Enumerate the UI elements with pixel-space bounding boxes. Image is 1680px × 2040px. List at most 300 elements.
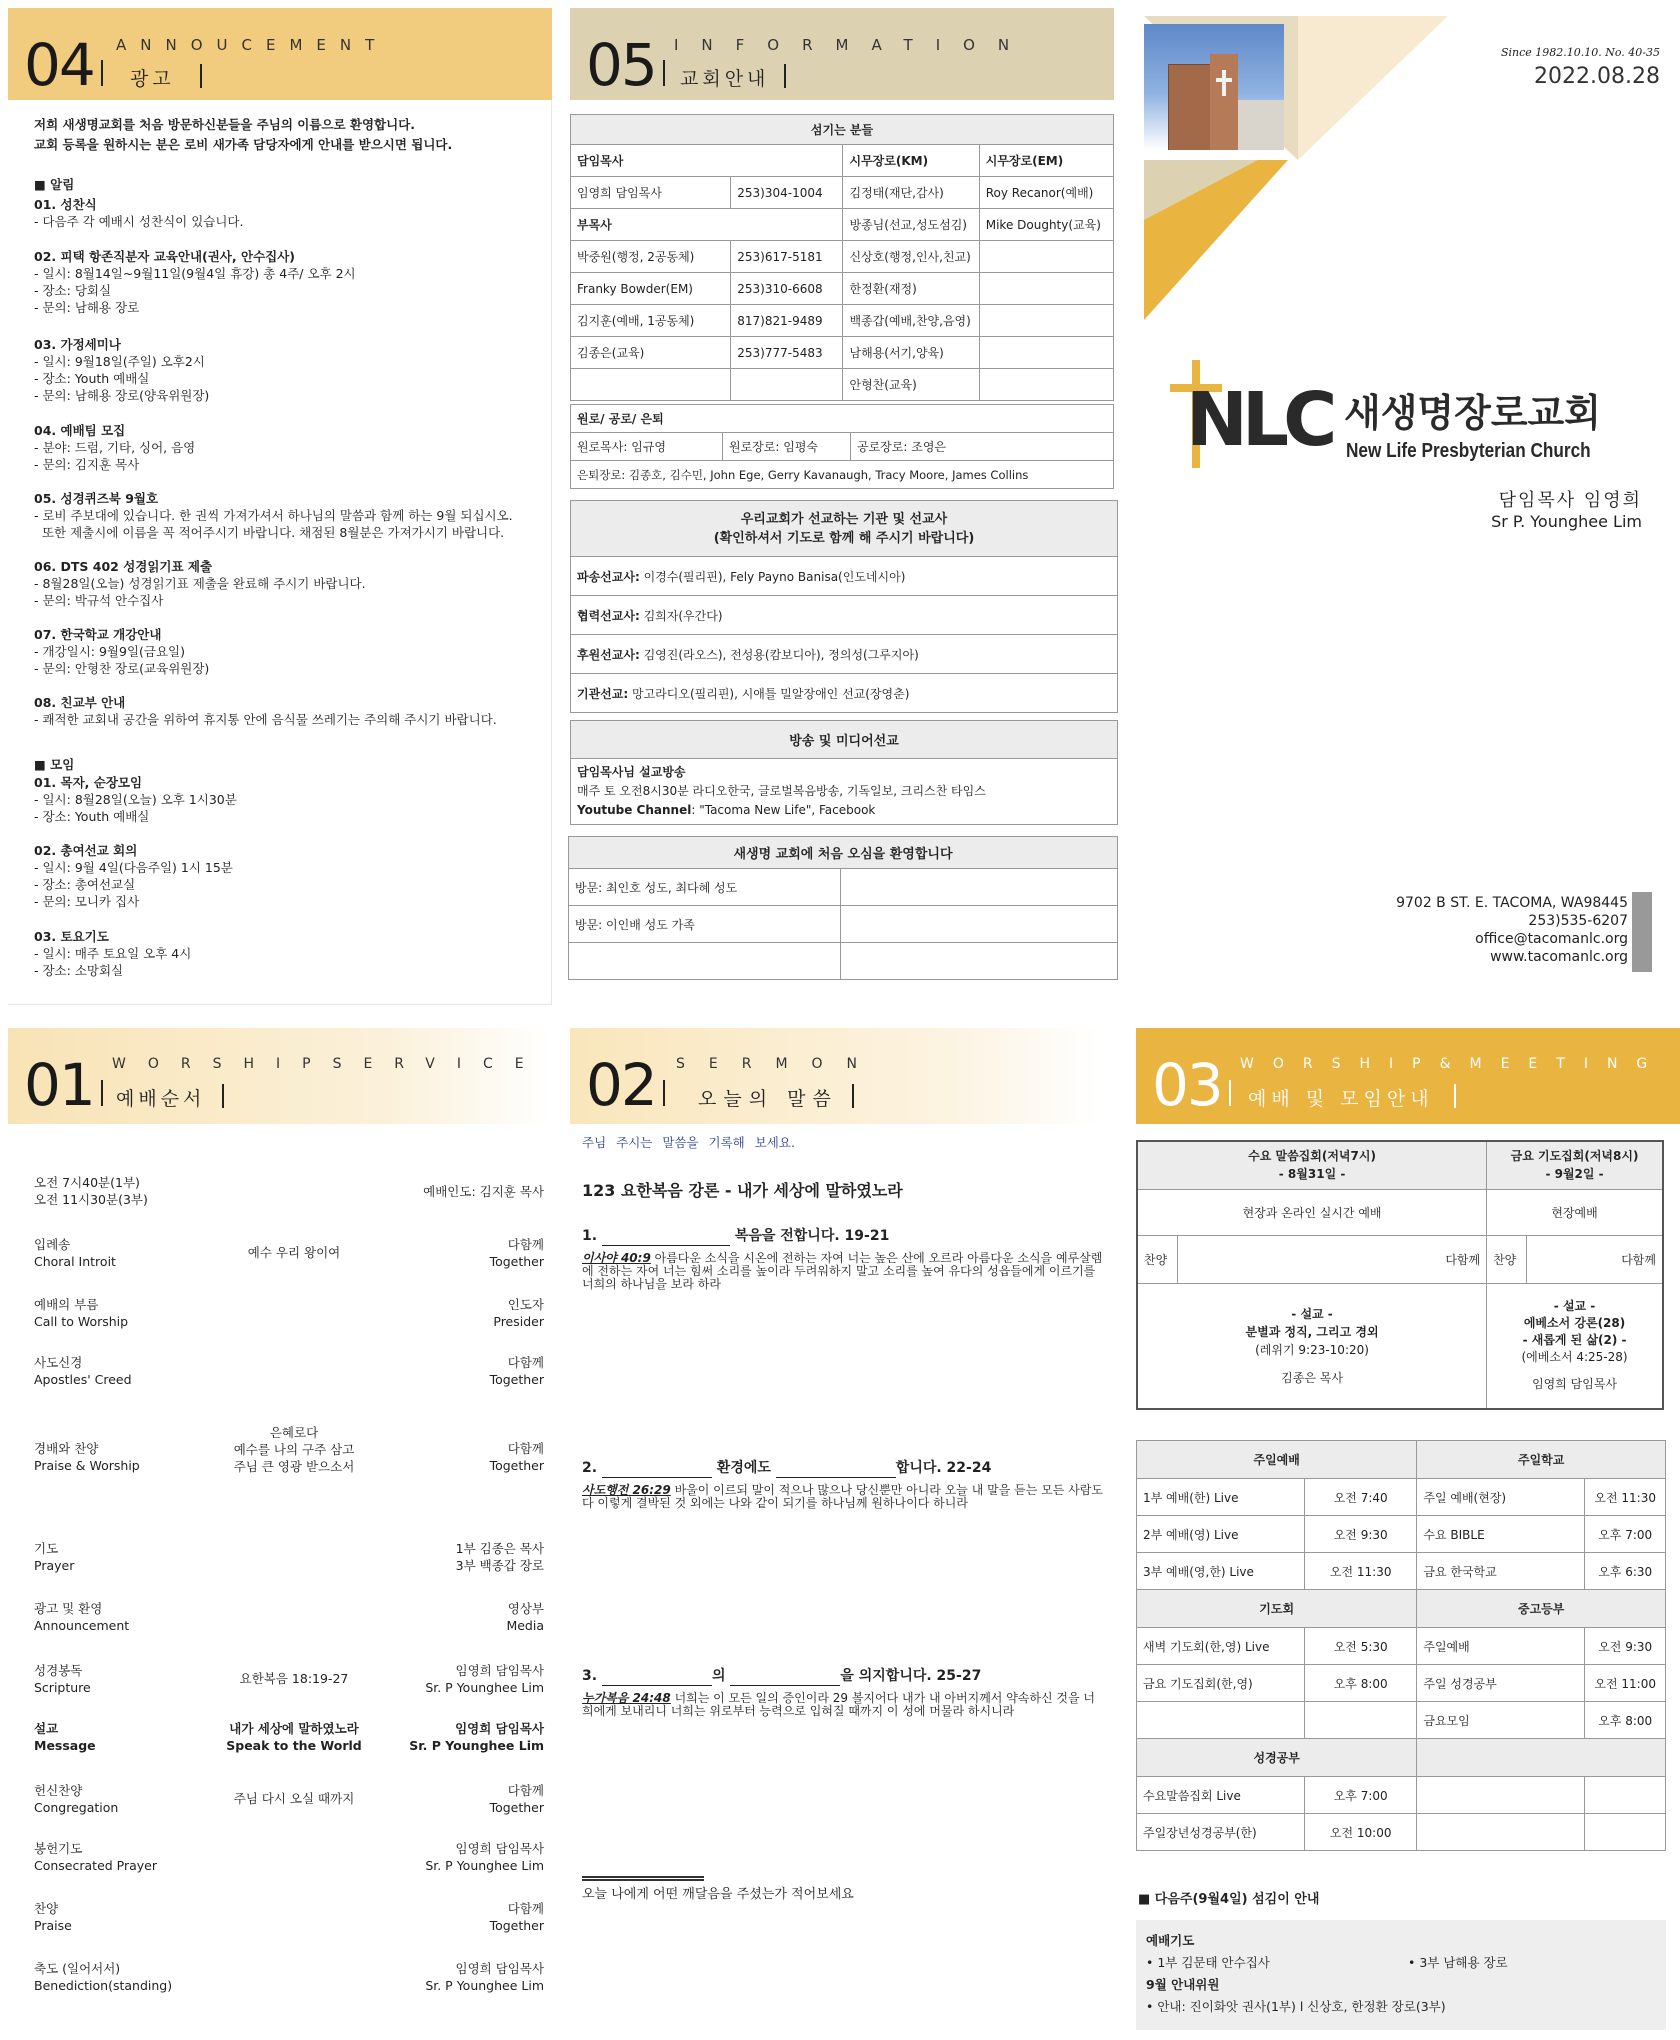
empty-cell [979, 273, 1113, 305]
order-label [34, 1782, 118, 1816]
fill-blank[interactable] [602, 1672, 712, 1686]
km-elder: 신상호(행정,인사,친교) [843, 241, 979, 273]
worship-leader: 예배인도: 김지훈 목사 [423, 1184, 544, 1199]
order-content-line: 주님 다시 오실 때까지 [233, 1791, 355, 1806]
order-label [34, 1900, 72, 1934]
wed-preacher: 김종은 목사 [1281, 1370, 1343, 1385]
meeting-header [1136, 1028, 1680, 1124]
since-label: Since 1982.10.10. No. 40-35 [1500, 46, 1660, 59]
order-leader-en: Together [489, 1918, 544, 1933]
schedule-time: 오후 7:00 [1305, 1777, 1417, 1814]
cross-icon [1216, 78, 1232, 82]
reflect-rule [582, 1876, 704, 1881]
fri-sermon-subtitle: - 새롭게 된 삶(2) - [1522, 1333, 1627, 1348]
order-row [34, 1425, 544, 1480]
section-title-en: SERMON [676, 1056, 882, 1072]
order-label-ko: 경배와 찬양 [34, 1441, 99, 1456]
order-label-ko: 입례송 [34, 1237, 71, 1252]
youth-title: 중고등부 [1417, 1590, 1666, 1628]
order-leader [490, 1354, 544, 1388]
merit-elder: 공로장로: 조영은 [851, 433, 1114, 461]
order-leader-en: Sr. P Younghee Lim [425, 1680, 544, 1695]
order-row [34, 1662, 544, 1702]
next-week-heading: ■ 다음주(9월4일) 섬김이 안내 [1138, 1892, 1320, 1907]
order-label-ko: 광고 및 환영 [34, 1601, 103, 1616]
divider [663, 1080, 665, 1106]
elder-pastor: 원로목사: 임규영 [571, 433, 723, 461]
section-title-ko: 오늘의 말씀 [698, 1088, 838, 1110]
mission-text: 망고라디오(필리핀), 시애틀 밀알장애인 선교(장영춘) [628, 686, 910, 701]
order-leader-ko: 1부 김종은 목사 [455, 1541, 544, 1556]
col-pastor: 담임목사 [571, 145, 843, 177]
order-content-line: 예수 우리 왕이여 [247, 1245, 341, 1260]
schedule-time: 오후 8:00 [1305, 1665, 1417, 1702]
pastor-ko: 담임목사 임영희 [1498, 490, 1642, 511]
fri-title: 금요 기도집회(저녁8시) [1510, 1149, 1639, 1164]
verse-reference: 누가복음 24:48 [582, 1691, 671, 1705]
wed-sermon-title: 분별과 정직, 그리고 경외 [1245, 1324, 1379, 1339]
schedule-name: 수요말씀집회 Live [1137, 1777, 1305, 1814]
order-label-en: Message [34, 1738, 96, 1753]
church-name-en: New Life Presbyterian Church [1346, 440, 1591, 462]
order-label [34, 1960, 172, 1994]
order-leader [425, 1662, 544, 1696]
prayer-service-1: • 1부 김문태 안수집사 [1146, 1955, 1270, 1970]
welcome-table [568, 836, 1118, 980]
address: 9702 B ST. E. TACOMA, WA98445 [1396, 895, 1628, 911]
gathering-table [1136, 1140, 1664, 1410]
divider [852, 1084, 854, 1108]
announcement-line: - 다음주 각 예배시 성찬식이 있습니다. [34, 214, 244, 229]
order-label-ko: 축도 (일어서서) [34, 1961, 121, 1976]
section-number: 04 [24, 31, 94, 99]
order-content-line: 주님 큰 영광 받으소서 [233, 1459, 355, 1474]
alarm-heading: ■ 알림 [34, 177, 75, 192]
announcement-header [8, 8, 552, 100]
order-leader-en: Together [489, 1372, 544, 1387]
verse-text: 바울이 이르되 말이 적으나 많으나 당신뿐만 아니라 오늘 내 말을 듣는 모든 사람도 다 이렇게 결박된 것 외에는 나와 같이 되기를 하나님께 원하나이다 하니라 [582, 1483, 1103, 1510]
cover-panel [1128, 0, 1680, 1010]
order-label-en: Benediction(standing) [34, 1978, 173, 1993]
schedule-time: 오전 9:30 [1305, 1516, 1417, 1553]
order-content-line: 내가 세상에 말하였노라 [229, 1721, 359, 1736]
visitor: 방문: 이인배 성도 가족 [569, 906, 841, 943]
mission-label: 파송선교사: [577, 569, 640, 584]
intro-line-1: 저희 새생명교회를 처음 방문하신분들을 주님의 이름으로 환영합니다. [34, 117, 416, 132]
schedule-name: 주일장년성경공부(한) [1137, 1814, 1305, 1851]
order-label [34, 1720, 96, 1754]
km-elder: 백종갑(예배,찬양,음영) [843, 305, 979, 337]
meeting-line: - 일시: 8월28일(오늘) 오후 1시30분 [34, 792, 237, 807]
order-leader [456, 1540, 544, 1574]
order-label-ko: 찬양 [34, 1901, 59, 1916]
announcement-title: 01. 성찬식 [34, 197, 97, 212]
assoc-phone: 253)777-5483 [731, 337, 843, 369]
order-label-ko: 헌신찬양 [34, 1783, 83, 1798]
elders-table [570, 404, 1114, 489]
information-header [570, 8, 1114, 100]
announcement-title: 06. DTS 402 성경읽기표 제출 [34, 559, 213, 574]
point-number: 3. [582, 1668, 602, 1684]
order-content [184, 1670, 404, 1687]
order-leader [425, 1960, 544, 1994]
divider [1229, 1080, 1231, 1106]
school-title: 주일학교 [1417, 1441, 1666, 1479]
schedule-time: 오전 5:30 [1305, 1628, 1417, 1665]
announcement-title: 08. 친교부 안내 [34, 695, 126, 710]
media-label: 담임목사님 설교방송 [577, 765, 686, 779]
order-leader-en: Sr. P Younghee Lim [425, 1858, 544, 1873]
empty-cell [731, 369, 843, 401]
wed-date: - 8월31일 - [1278, 1167, 1346, 1182]
logo-letters: NLC [1186, 377, 1332, 463]
point-heading [582, 1666, 1104, 1686]
website[interactable]: www.tacomanlc.org [1490, 949, 1628, 965]
schedule-name: 3부 예배(영,한) Live [1137, 1553, 1305, 1590]
elders-title: 원로/ 공로/ 은퇴 [571, 405, 1114, 433]
guide-label: 9월 안내위원 [1146, 1977, 1220, 1992]
col-km: 시무장로(KM) [843, 145, 979, 177]
empty-cell [1417, 1739, 1666, 1777]
announcement-line: - 장소: 당회실 [34, 283, 112, 298]
empty-cell [1585, 1777, 1666, 1814]
mission-title-1: 우리교회가 선교하는 기관 및 선교사 [740, 511, 948, 527]
sermon-title: 123 요한복음 강론 - 내가 세상에 말하였노라 [582, 1181, 903, 1200]
order-row [34, 1296, 544, 1336]
order-label [34, 1440, 140, 1474]
announcement-line: - 문의: 남해용 장로(양육위원장) [34, 388, 210, 403]
meeting-line: - 장소: Youth 예배실 [34, 809, 150, 824]
announcement-title: 02. 피택 항존직분자 교육안내(권사, 안수집사) [34, 249, 296, 264]
point-heading [582, 1458, 1104, 1478]
fri-sermon-heading: - 설교 - [1553, 1299, 1596, 1314]
col-em: 시무장로(EM) [979, 145, 1113, 177]
schedule-name: 주일 예배(현장) [1417, 1479, 1585, 1516]
point-text: 의 [711, 1668, 731, 1684]
schedule-time: 오전 9:30 [1585, 1628, 1666, 1665]
schedule-name: 금요 한국학교 [1417, 1553, 1585, 1590]
order-label [34, 1540, 74, 1574]
order-leader-en: Together [489, 1458, 544, 1473]
order-row [34, 1354, 544, 1394]
order-content [184, 1424, 404, 1475]
assoc-title: 부목사 [571, 209, 843, 241]
sermon-point [582, 1226, 1104, 1291]
mission-label: 협력선교사: [577, 608, 640, 623]
fri-sermon-title: 에베소서 강론(28) [1523, 1316, 1626, 1331]
order-leader-ko: 다함께 [507, 1783, 544, 1798]
order-row [34, 1960, 544, 2000]
announcement-line: - 로비 주보대에 있습니다. 한 권씩 가져가셔서 하나님의 말씀과 함께 하는 9월 되십시오. [34, 508, 513, 523]
wed-mode: 현장과 온라인 실시간 예배 [1137, 1189, 1487, 1235]
empty-cell [569, 943, 841, 980]
announcement-line: - 문의: 안형찬 장로(교육위원장) [34, 661, 210, 676]
announcement-title: 04. 예배팀 모집 [34, 423, 126, 438]
order-label-en: Announcement [34, 1618, 130, 1633]
church-tower [1210, 54, 1238, 150]
schedule-name: 1부 예배(한) Live [1137, 1479, 1305, 1516]
praise-label: 찬양 [1137, 1235, 1177, 1283]
order-leader-en: Presider [493, 1314, 544, 1329]
order-leader-ko: 영상부 [507, 1601, 544, 1616]
point-number: 2. [582, 1460, 602, 1476]
meeting-line: - 일시: 9월 4일(다음주일) 1시 15분 [34, 860, 233, 875]
section-title-ko: 예배 및 모임안내 [1248, 1088, 1434, 1110]
announcement-line: - 일시: 8월14일~9월11일(9월4일 휴강) 총 4주/ 오후 2시 [34, 266, 356, 281]
section-title-en: WORSHIPSERVICE [112, 1056, 546, 1072]
assoc-phone: 253)617-5181 [731, 241, 843, 273]
order-row [34, 1782, 544, 1822]
empty-cell [841, 869, 1118, 906]
order-leader-ko: 임영희 담임목사 [455, 1961, 544, 1976]
empty-cell [1417, 1777, 1585, 1814]
order-leader-ko: 다함께 [507, 1901, 544, 1916]
order-content [184, 1244, 404, 1261]
point-heading [582, 1226, 1104, 1246]
schedule-time: 오전 11:30 [1585, 1479, 1666, 1516]
order-leader-ko: 다함께 [507, 1355, 544, 1370]
order-leader-ko: 인도자 [507, 1297, 544, 1312]
schedule-time: 오전 11:30 [1305, 1553, 1417, 1590]
announcement-title: 07. 한국학교 개강안내 [34, 627, 162, 642]
order-label [34, 1662, 91, 1696]
mission-label: 후원선교사: [577, 647, 640, 662]
section-number: 03 [1152, 1051, 1222, 1119]
order-row [34, 1900, 544, 1940]
order-leader-en: Together [489, 1800, 544, 1815]
section-number: 01 [24, 1051, 94, 1119]
order-label-en: Scripture [34, 1680, 91, 1695]
section-number: 02 [586, 1051, 656, 1119]
divider [1454, 1084, 1456, 1108]
order-label-en: Consecrated Prayer [34, 1858, 158, 1873]
schedule-name: 금요모임 [1417, 1702, 1585, 1739]
sunday-title: 주일예배 [1137, 1441, 1417, 1479]
wed-sermon-ref: (레위기 9:23-10:20) [1255, 1342, 1369, 1357]
point-text: 을 의지합니다. 25-27 [840, 1668, 982, 1684]
verse-reference: 사도행전 26:29 [582, 1483, 671, 1497]
schedule-name: 2부 예배(영) Live [1137, 1516, 1305, 1553]
email[interactable]: office@tacomanlc.org [1475, 931, 1628, 947]
church-annex [1238, 100, 1284, 150]
km-elder: 방종님(선교,성도섬김) [843, 209, 979, 241]
assoc-name: 김지훈(예배, 1공동체) [571, 305, 731, 337]
announcement-line: - 문의: 김지훈 목사 [34, 457, 140, 472]
order-content-line: 요한복음 18:19-27 [239, 1671, 349, 1686]
servers-title: 섬기는 분들 [571, 115, 1114, 145]
schedule-name: 새벽 기도회(한,영) Live [1137, 1628, 1305, 1665]
phone: 253)535-6207 [1528, 913, 1628, 929]
meeting-title: 02. 총여선교 회의 [34, 843, 138, 858]
order-leader [490, 1782, 544, 1816]
order-label-ko: 성경봉독 [34, 1663, 83, 1678]
mission-text: 김영진(라오스), 전성용(캄보디아), 정의성(그루지아) [639, 647, 919, 662]
section-title-ko: 예배순서 [116, 1088, 206, 1110]
point-verse [582, 1484, 1104, 1510]
meeting-line: - 장소: 총여선교실 [34, 877, 136, 892]
sermon-subtitle: 주님 주시는 말씀을 기록해 보세요. [582, 1135, 795, 1150]
order-label [34, 1354, 132, 1388]
meeting-title: 03. 토요기도 [34, 929, 109, 944]
mission-text: 이경수(필리핀), Fely Payno Banisa(인도네시아) [639, 569, 906, 584]
announcement-title: 03. 가정세미나 [34, 337, 121, 352]
order-leader-en: 3부 백종갑 장로 [455, 1558, 544, 1573]
schedule-time: 오후 8:00 [1585, 1702, 1666, 1739]
mission-text: 김희자(우간다) [639, 608, 723, 623]
schedule-time: 오전 10:00 [1305, 1814, 1417, 1851]
order-label-en: Call to Worship [34, 1314, 129, 1329]
order-label [34, 1840, 157, 1874]
order-leader [490, 1236, 544, 1270]
assoc-name: 박중원(행정, 2공동체) [571, 241, 731, 273]
fri-mode: 현장예배 [1487, 1189, 1663, 1235]
pastor-name: 임영희 담임목사 [571, 177, 731, 209]
divider [101, 60, 103, 86]
order-row [34, 1236, 544, 1276]
meeting-line: - 문의: 모니카 집사 [34, 894, 140, 909]
announcement-line: - 일시: 9월18일(주일) 오후2시 [34, 354, 205, 369]
order-label [34, 1600, 129, 1634]
order-label-en: Prayer [34, 1558, 75, 1573]
empty-cell [1585, 1814, 1666, 1851]
meeting-title: 01. 목자, 순장모임 [34, 775, 143, 790]
schedule-name: 수요 BIBLE [1417, 1516, 1585, 1553]
church-logo [1168, 354, 1648, 474]
point-verse [582, 1692, 1104, 1718]
sermon-panel [568, 1020, 1124, 2040]
order-label-en: Choral Introit [34, 1254, 116, 1269]
assoc-phone: 253)310-6608 [731, 273, 843, 305]
order-leader-en: Together [489, 1254, 544, 1269]
announcement-line: - 문의: 박규석 안수집사 [34, 593, 164, 608]
divider [200, 64, 202, 88]
order-leader [493, 1296, 544, 1330]
prayer-label: 예배기도 [1146, 1933, 1195, 1948]
bulletin-date: 2022.08.28 [1534, 64, 1660, 89]
order-leader-en: Media [506, 1618, 544, 1633]
assoc-phone: 817)821-9489 [731, 305, 843, 337]
service-time-1: 오전 7시40분(1부) [34, 1175, 140, 1190]
schedule-name: 주일 성경공부 [1417, 1665, 1585, 1702]
km-elder: 김정태(재단,감사) [843, 177, 979, 209]
assoc-name: Franky Bowder(EM) [571, 273, 731, 305]
elder-elder: 원로장로: 임평숙 [723, 433, 851, 461]
empty-cell [571, 369, 731, 401]
information-panel [568, 0, 1124, 1010]
announcement-line: - 문의: 남해용 장로 [34, 300, 140, 315]
sermon-header [570, 1028, 1100, 1124]
schedule-name: 금요 기도집회(한,영) [1137, 1665, 1305, 1702]
praise-label: 찬양 [1487, 1235, 1527, 1283]
schedule-time: 오전 11:00 [1585, 1665, 1666, 1702]
service-time-2: 오전 11시30분(3부) [34, 1192, 148, 1207]
announcement-line: - 장소: Youth 예배실 [34, 371, 150, 386]
km-elder: 남해용(서기,양육) [843, 337, 979, 369]
sermon-point [582, 1458, 1104, 1510]
church-name-ko: 새생명장로교회 [1344, 391, 1601, 435]
order-leader-ko: 다함께 [507, 1441, 544, 1456]
verse-reference: 이사야 40:9 [582, 1251, 651, 1265]
section-number: 05 [586, 31, 656, 99]
section-title-en: ANNOUCEMENT [116, 36, 389, 54]
schedule-table [1136, 1440, 1666, 1851]
praise-leader: 다함께 [1527, 1235, 1663, 1283]
order-label-ko: 기도 [34, 1541, 59, 1556]
divider [101, 1080, 103, 1106]
media-title: 방송 및 미디어선교 [571, 721, 1118, 759]
divider [222, 1084, 224, 1108]
wed-sermon-heading: - 설교 - [1291, 1306, 1333, 1321]
fill-blank[interactable] [776, 1464, 896, 1478]
order-label-ko: 예배의 부름 [34, 1297, 99, 1312]
order-leader [490, 1440, 544, 1474]
order-row [34, 1720, 544, 1760]
meeting-line: - 일시: 매주 토요일 오후 4시 [34, 946, 192, 961]
schedule-name: 주일예배 [1417, 1628, 1585, 1665]
order-label [34, 1296, 128, 1330]
order-content-line: 예수를 나의 구주 삼고 [233, 1442, 355, 1457]
study-title: 성경공부 [1137, 1739, 1417, 1777]
fri-preacher: 임영희 담임목사 [1532, 1377, 1618, 1392]
order-leader-ko: 임영희 담임목사 [455, 1721, 544, 1736]
verse-text: 너희는 이 모든 일의 증인이라 29 볼지어다 내가 내 아버지께서 약속하신 것을 너희에게 보내리니 너희는 위로부터 능력으로 입혀질 때까지 이 성에 머물라 하시니라 [582, 1691, 1095, 1718]
church-photo [1144, 24, 1284, 150]
order-label-ko: 봉헌기도 [34, 1841, 83, 1856]
order-label [34, 1236, 116, 1270]
announcement-panel [0, 0, 560, 1010]
empty-cell [1137, 1702, 1305, 1739]
youtube-text: : "Tacoma New Life", Facebook [691, 803, 876, 817]
order-leader-ko: 다함께 [507, 1237, 544, 1252]
order-label-ko: 사도신경 [34, 1355, 83, 1370]
mission-title-2: (확인하셔서 기도로 함께 해 주시기 바랍니다) [713, 530, 975, 546]
point-text: 복음을 전합니다. 19-21 [729, 1228, 890, 1244]
announcement-line: 또한 제출시에 이름을 꼭 적어주시기 바랍니다. 채점된 8월분은 가져가시기 바랍니다. [34, 525, 505, 540]
section-title-en: INFORMATION [674, 36, 1033, 54]
media-line: 매주 토 오전8시30분 라디오한국, 글로벌복음방송, 기독일보, 크리스찬 타임스 [577, 784, 986, 798]
fill-blank[interactable] [602, 1464, 712, 1478]
welcome-title: 새생명 교회에 처음 오심을 환영합니다 [569, 837, 1118, 869]
order-leader [425, 1840, 544, 1874]
mission-label: 기관선교: [577, 686, 629, 701]
youtube-label: Youtube Channel [577, 803, 692, 817]
order-label-en: Apostles' Creed [34, 1372, 132, 1387]
prayer-title: 기도회 [1137, 1590, 1417, 1628]
order-leader [506, 1600, 544, 1634]
empty-cell [979, 337, 1113, 369]
divider [784, 64, 786, 88]
empty-cell [1305, 1702, 1417, 1739]
empty-cell [979, 369, 1113, 401]
pastor-phone: 253)304-1004 [731, 177, 843, 209]
next-week-box [1136, 1920, 1666, 2030]
fill-blank[interactable] [602, 1232, 730, 1246]
verse-text: 아름다운 소식을 시온에 전하는 자여 너는 높은 산에 오르라 아름다운 소식을 예루살렘에 전하는 자여 너는 힘써 소리를 높이라 두려워하지 말고 소리를 높여 유다의 성읍들에게 이르기를 너희의 하나님을 보라 하라 [582, 1251, 1103, 1291]
order-label-en: Praise [34, 1918, 72, 1933]
cross-icon [1222, 70, 1226, 96]
announcement-line: - 쾌적한 교회내 공간을 위하여 휴지통 안에 음식물 쓰레기는 주의해 주시기 바랍니다. [34, 712, 497, 727]
order-content [184, 1790, 404, 1807]
panel-border [8, 100, 552, 1005]
point-text: 합니다. 22-24 [895, 1460, 992, 1476]
point-verse [582, 1252, 1104, 1291]
prayer-service-3: • 3부 남해용 장로 [1408, 1955, 1508, 1970]
order-leader-en: Sr. P Younghee Lim [425, 1978, 544, 1993]
meeting-line: - 장소: 소망회실 [34, 963, 124, 978]
fill-blank[interactable] [730, 1672, 840, 1686]
meeting-heading: ■ 모임 [34, 757, 75, 772]
order-content-line: Speak to the World [226, 1738, 362, 1753]
